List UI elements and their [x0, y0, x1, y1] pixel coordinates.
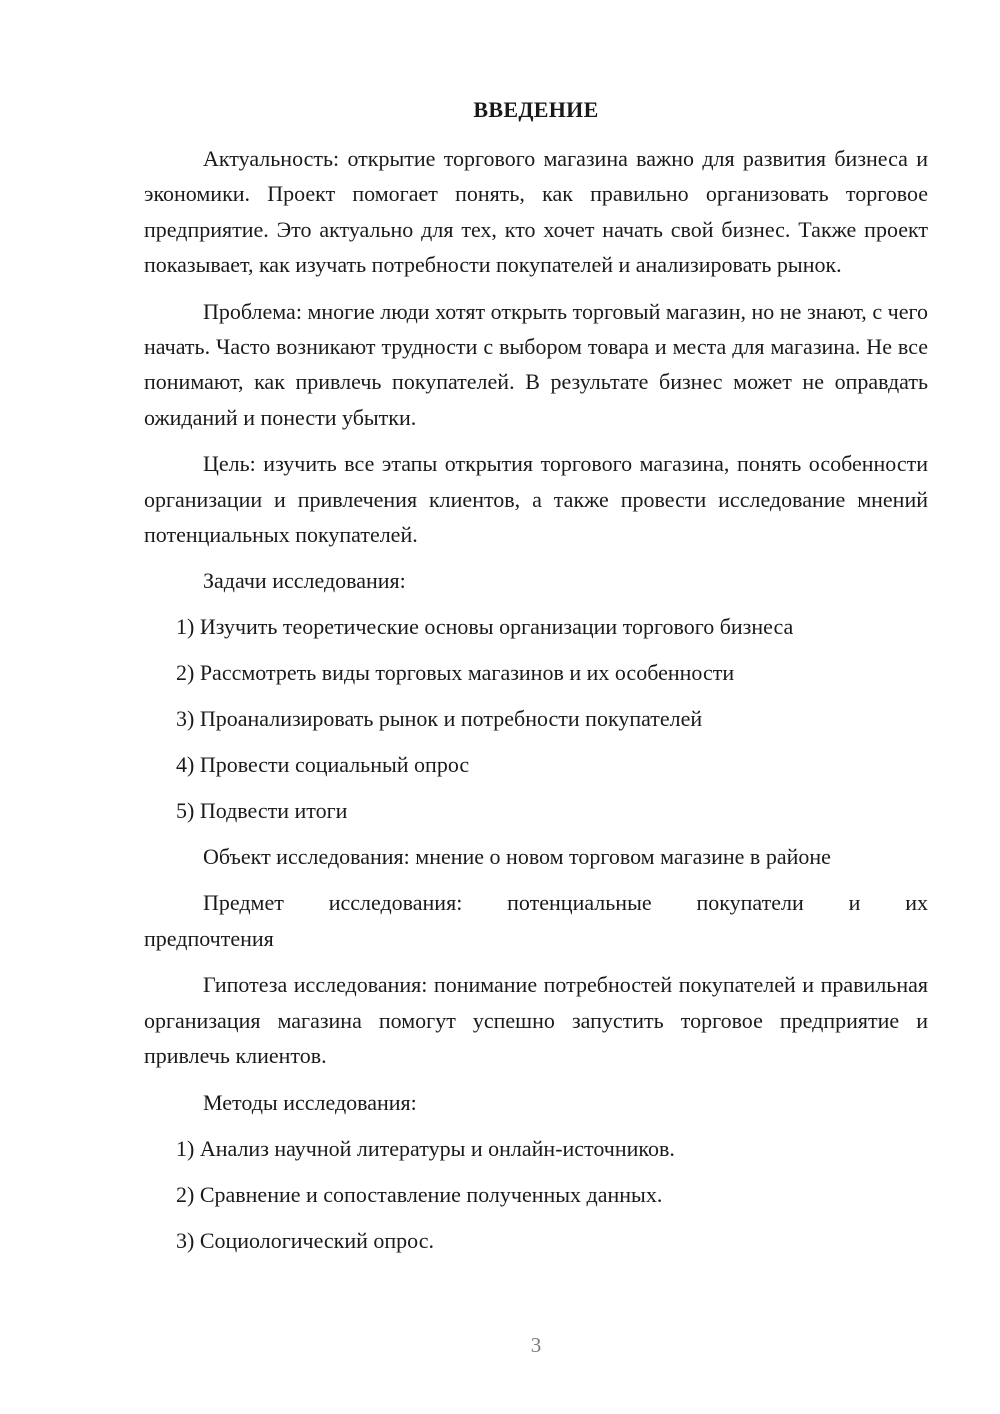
list-item: 3) Социологический опрос. [176, 1227, 434, 1253]
list-item: 1) Анализ научной литературы и онлайн-источников. [176, 1135, 675, 1161]
list-item: 4) Провести социальный опрос [176, 752, 470, 778]
object-line: Объект исследования: мнение о новом торговом магазине в районе [203, 844, 831, 870]
methods-heading: Методы исследования: [203, 1089, 417, 1115]
subject-line-1: Предмет исследования: потенциальные покупатели и их [203, 890, 928, 916]
list-item: 3) Проанализировать рынок и потребности покупателей [176, 706, 703, 732]
list-item: 5) Подвести итоги [176, 798, 348, 824]
page-title: ВВЕДЕНИЕ [473, 97, 599, 122]
goal-paragraph: Цель: изучить все этапы открытия торгового магазина, понять особенности организации и привлечения клиентов, а также провести исследование мнений потенциальных покупателей. [144, 451, 928, 548]
hypothesis-paragraph: Гипотеза исследования: понимание потребностей покупателей и правильная организация магазина помогут успешно запустить торговое предприятие и привлечь клиентов. [144, 972, 928, 1069]
document-body [144, 141, 928, 1269]
list-item: 2) Рассмотреть виды торговых магазинов и их особенности [176, 660, 735, 686]
problem-paragraph: Проблема: многие люди хотят открыть торговый магазин, но не знают, с чего начать. Часто возникают трудности с выбором товара и места для магазина. Не все понимают, как привлечь покупателей. В результате бизнес может не оправдать ожиданий и понести убытки. [144, 298, 928, 430]
tasks-list [144, 609, 928, 828]
list-item: 1) Изучить теоретические основы организации торгового бизнеса [176, 614, 794, 640]
subject-paragraph [144, 885, 928, 956]
relevance-paragraph: Актуальность: открытие торгового магазина важно для развития бизнеса и экономики. Проект помогает понять, как правильно организовать торговое предприятие. Это актуально для тех, кто хочет начать свой бизнес. Также проект показывает, как изучать потребности покупателей и анализировать рынок. [144, 146, 928, 278]
subject-line-2: предпочтения [144, 925, 274, 951]
tasks-heading: Задачи исследования: [203, 568, 406, 594]
list-item: 2) Сравнение и сопоставление полученных данных. [176, 1181, 663, 1207]
page-number: 3 [530, 1333, 542, 1357]
methods-list [144, 1131, 928, 1258]
